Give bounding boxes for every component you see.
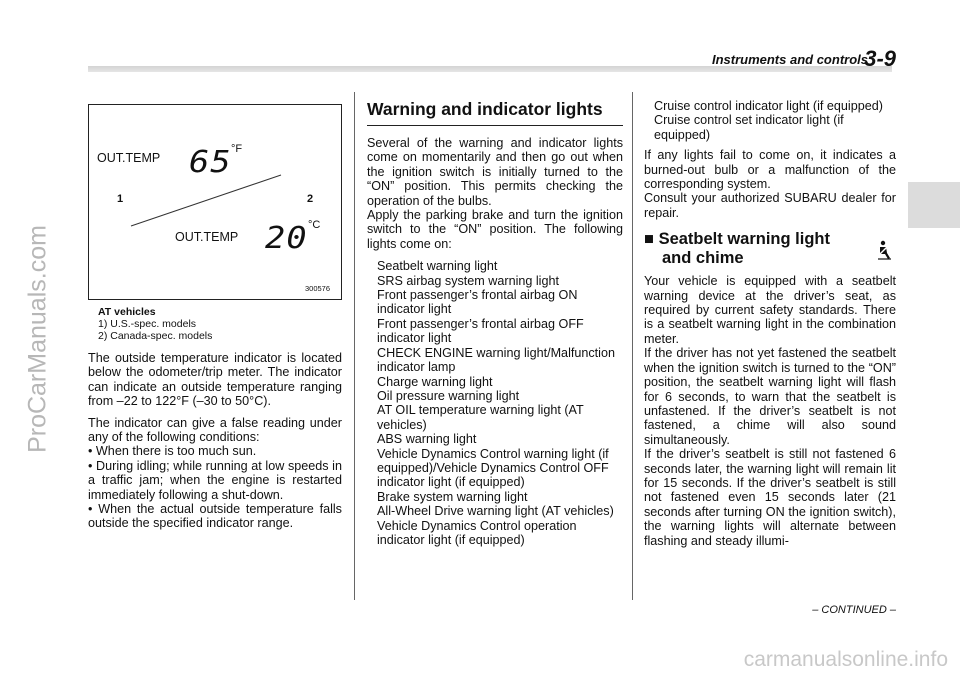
paragraph: The outside temperature indicator is located below the odometer/trip meter. The indicator can indicate an outside temperature ranging from –22 to 122°F (–30 to 50°C). [88, 351, 342, 409]
lights-list-continued [644, 99, 896, 142]
figure-code: 300576 [305, 284, 331, 293]
caption-title: AT vehicles [98, 306, 156, 318]
column-divider-right [632, 92, 633, 600]
list-item: Charge warning light [377, 374, 493, 389]
outside-temp-display-figure [88, 104, 342, 300]
lights-list [367, 259, 623, 547]
watermark-bottom-text: carmanualsonline.info [743, 648, 948, 671]
paragraph: Apply the parking brake and turn the ignition switch to the “ON” position. The following lights come on: [367, 208, 623, 251]
figure-caption [98, 306, 212, 342]
bullet-text: During idling; while running at low speeds in a traffic jam; when the engine is restarted immediately following a shut-down. [88, 458, 342, 502]
seatbelt-subheading [644, 230, 896, 268]
subheading-line: and chime [662, 249, 744, 268]
caption-item: 1) U.S.-spec. models [98, 318, 197, 330]
top-display-label: OUT.TEMP [97, 151, 161, 165]
bullet-text: When the actual outside temperature falls outside the specified indicator range. [88, 502, 342, 531]
middle-column-text [367, 136, 623, 547]
list-item: Cruise control set indicator light (if equipped) [654, 113, 844, 142]
watermark-side-text: ProCarManuals.com [23, 225, 52, 453]
list-item: Brake system warning light [377, 489, 528, 504]
paragraph: If the driver has not yet fastened the seatbelt when the ignition switch is turned to the “ON” position, the seatbelt warning light will flash for 6 seconds, to warn that the seatbelt is unfastened. If the driver’s seatbelt is not fastened, a chime will also sound simultaneously. [644, 346, 896, 447]
paragraph: Your vehicle is equipped with a seatbelt warning device at the driver’s seat, as required by current safety standards. There is a seatbelt warning light in the combination meter. [644, 274, 896, 346]
right-column-text [644, 99, 896, 548]
list-item: CHECK ENGINE warning light/Malfunction indicator lamp [377, 345, 615, 375]
bullet-item [88, 444, 342, 458]
callout-1: 1 [117, 193, 124, 205]
diagonal-divider-line [89, 105, 341, 299]
paragraph: Several of the warning and indicator lights come on momentarily and then go out when the ignition switch is initially turned to the “ON” position. This permits checking the operation of the bulbs. [367, 136, 623, 208]
list-item: ABS warning light [377, 432, 477, 447]
paragraph: The indicator can give a false reading under any of the following conditions: [88, 415, 342, 445]
list-item: Seatbelt warning light [377, 259, 498, 274]
subheading-line: ■ Seatbelt warning light [644, 230, 830, 249]
bullet-item [88, 459, 342, 502]
bottom-display-label: OUT.TEMP [175, 230, 239, 244]
seatbelt-warning-icon [876, 240, 892, 260]
left-column-text [88, 351, 342, 531]
top-display-unit: °F [231, 143, 243, 155]
bullet-item [88, 502, 342, 531]
list-item: Front passenger’s frontal airbag ON indicator light [377, 288, 578, 317]
caption-item: 2) Canada-spec. models [98, 330, 213, 342]
list-item: SRS airbag system warning light [377, 273, 559, 288]
list-item: AT OIL temperature warning light (AT vehicles) [377, 403, 584, 432]
section-heading: Warning and indicator lights [367, 99, 623, 126]
chapter-tab-marker [908, 182, 960, 228]
bullet-icon: • [88, 444, 96, 459]
page-number: 3-9 [864, 46, 896, 71]
bottom-display-temperature: 20 [265, 221, 308, 256]
column-divider-left [354, 92, 355, 600]
paragraph: If the driver’s seatbelt is still not fastened 6 seconds later, the warning light will remain lit for 15 seconds. If the driver’s seatbelt is still not fastened even 15 seconds later (21 seconds after turning ON the ignition switch), the warning lights will alternate between flashing and steady illumi- [644, 447, 896, 548]
bullet-text: When there is too much sun. [95, 444, 257, 459]
paragraph: Consult your authorized SUBARU dealer for repair. [644, 191, 896, 220]
continued-marker: – CONTINUED – [812, 604, 896, 616]
callout-2: 2 [307, 193, 314, 205]
list-item: All-Wheel Drive warning light (AT vehicles) [377, 504, 614, 519]
list-item: Front passenger’s frontal airbag OFF indicator light [377, 316, 584, 346]
chapter-title: Instruments and controls [711, 52, 868, 67]
list-item: Vehicle Dynamics Control operation indicator light (if equipped) [377, 518, 577, 547]
list-item: Vehicle Dynamics Control warning light (if equipped)/Vehicle Dynamics Control OFF indicator light (if equipped) [377, 446, 609, 490]
list-item: Oil pressure warning light [377, 388, 520, 403]
bullet-icon: • [88, 458, 97, 473]
bullet-icon: • [88, 502, 99, 517]
square-bullet-icon: ■ [644, 230, 659, 249]
top-display-temperature: 65 [189, 145, 232, 180]
list-item: Cruise control indicator light (if equipped) [654, 99, 883, 113]
paragraph: If any lights fail to come on, it indicates a burned-out bulb or a malfunction of the corresponding system. [644, 148, 896, 192]
bottom-display-unit: °C [308, 219, 321, 231]
